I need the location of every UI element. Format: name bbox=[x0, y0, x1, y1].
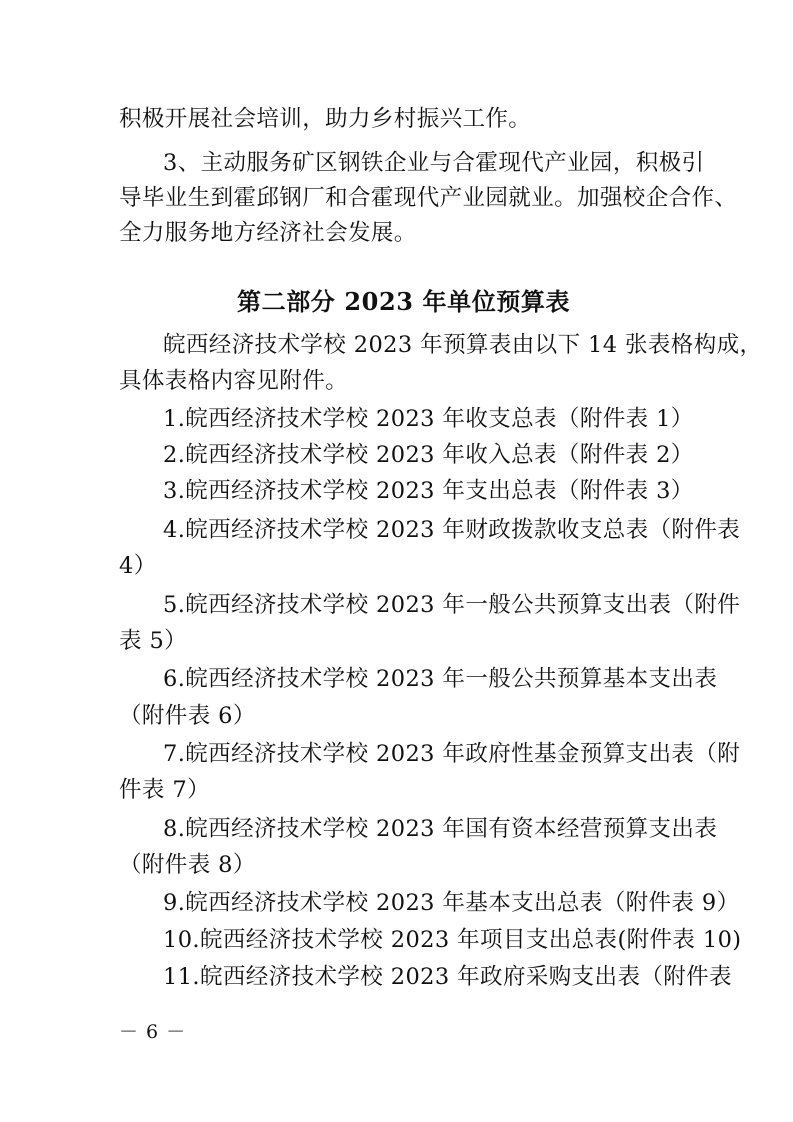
paragraph-line: 3、主动服务矿区钢铁企业与合霍现代产业园，积极引 bbox=[163, 150, 705, 176]
section-title: 第二部分 2023 年单位预算表 bbox=[237, 287, 571, 316]
list-item-continuation: 件表 7） bbox=[119, 777, 210, 803]
list-item: 8.皖西经济技术学校 2023 年国有资本经营预算支出表 bbox=[163, 816, 718, 842]
list-item: 10.皖西经济技术学校 2023 年项目支出总表(附件表 10) bbox=[163, 927, 742, 953]
list-item: 3.皖西经济技术学校 2023 年支出总表（附件表 3） bbox=[163, 478, 694, 504]
intro-line: 皖西经济技术学校 2023 年预算表由以下 14 张表格构成， bbox=[163, 332, 763, 358]
list-item: 5.皖西经济技术学校 2023 年一般公共预算支出表（附件 bbox=[163, 592, 741, 618]
paragraph-line: 积极开展社会培训，助力乡村振兴工作。 bbox=[119, 106, 532, 132]
list-item-continuation: （附件表 8） bbox=[119, 852, 256, 878]
list-item-continuation: 4） bbox=[119, 553, 157, 579]
list-item-continuation: 表 5） bbox=[119, 628, 188, 654]
list-item: 11.皖西经济技术学校 2023 年政府采购支出表（附件表 bbox=[163, 964, 732, 990]
list-item: 4.皖西经济技术学校 2023 年财政拨款收支总表（附件表 bbox=[163, 517, 741, 543]
list-item-continuation: （附件表 6） bbox=[119, 703, 256, 729]
list-item: 7.皖西经济技术学校 2023 年政府性基金预算支出表（附 bbox=[163, 741, 741, 767]
list-item: 6.皖西经济技术学校 2023 年一般公共预算基本支出表 bbox=[163, 666, 718, 692]
list-item: 9.皖西经济技术学校 2023 年基本支出总表（附件表 9） bbox=[163, 890, 740, 916]
list-item: 1.皖西经济技术学校 2023 年收支总表（附件表 1） bbox=[163, 406, 694, 432]
paragraph-line: 全力服务地方经济社会发展。 bbox=[119, 220, 417, 246]
page-number: － 6 － bbox=[119, 1021, 187, 1043]
intro-line: 具体表格内容见附件。 bbox=[119, 368, 349, 394]
paragraph-line: 导毕业生到霍邱钢厂和合霍现代产业园就业。加强校企合作、 bbox=[119, 185, 738, 211]
list-item: 2.皖西经济技术学校 2023 年收入总表（附件表 2） bbox=[163, 442, 694, 468]
